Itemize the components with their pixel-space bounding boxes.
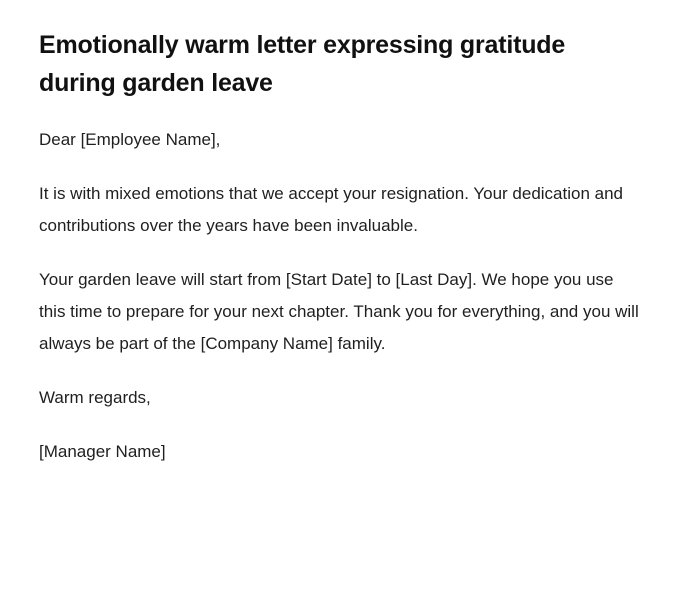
letter-body-paragraph-1: It is with mixed emotions that we accept your resignation. Your dedication and contributions over the years have been invaluable. bbox=[39, 184, 624, 235]
letter-body-paragraph-2: Your garden leave will start from [Start Date] to [Last Day]. We hope you use this time to prepare for your next chapter. Thank you for everything, and you will always be part of the [Company Name] family. bbox=[39, 270, 639, 353]
letter-closing: Warm regards, bbox=[39, 388, 151, 407]
page-title: Emotionally warm letter expressing gratitude during garden leave bbox=[39, 31, 566, 97]
letter-salutation: Dear [Employee Name], bbox=[39, 130, 221, 149]
letter-signature: [Manager Name] bbox=[39, 442, 166, 461]
